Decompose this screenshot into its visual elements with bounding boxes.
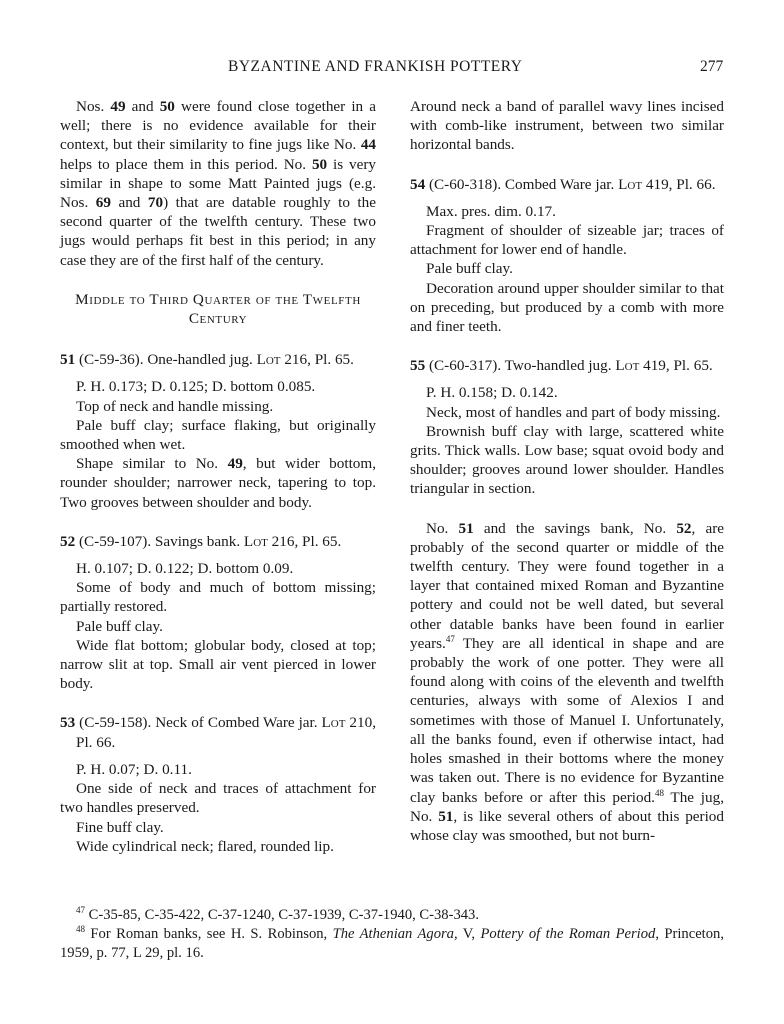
entry-title: 54 (C-60-318). Combed Ware jar. Lot 419, Pl. 66. [410,175,716,193]
catalog-entry-51 [60,350,376,512]
entry-dimensions: H. 0.107; D. 0.122; D. bottom 0.09. [76,560,294,578]
entry-title: 53 (C-59-158). Neck of Combed Ware jar. Lot 210, Pl. 66. [60,714,376,751]
entry-53-continuation: Around neck a band of parallel wavy lines incised with comb-like instrument, between two similar horizontal bands. [410,98,724,154]
entry-clay: Pale buff clay. [426,260,513,278]
entry-condition: Neck, most of handles and part of body missing. [426,403,721,421]
entry-title: 52 (C-59-107). Savings bank. Lot 216, Pl. 65. [60,532,342,550]
entry-condition: Some of body and much of bottom missing; partially restored. [60,579,376,616]
footnote-ref-48[interactable]: 48 [654,787,664,798]
catalog-entry-55 [410,356,724,498]
running-head [0,58,784,80]
entry-clay: Pale buff clay; surface flaking, but originally smoothed when wet. [60,416,376,454]
entry-condition: One side of neck and traces of attachment for two handles preserved. [60,780,376,817]
catalog-entry-52 [60,532,376,694]
entry-clay: Pale buff clay. [76,617,163,635]
entry-title: 51 (C-59-36). One-handled jug. Lot 216, Pl. 65. [60,351,354,369]
entry-condition: Fragment of shoulder of sizeable jar; traces of attachment for lower end of handle. [410,222,724,259]
entry-decoration: Decoration around upper shoulder similar to that on preceding, but produced by a comb with more and finer teeth. [410,279,724,336]
discussion-paragraph: No. 51 and the savings bank, No. 52, are probably of the second quarter or middle of the twelfth century. They were found together in a layer that contained mixed Roman and Byzantine pottery and could not be well dated, but several other datable banks have been found in earlier years.$^{47}$ They are all identical in shape and are probably the work of one potter. They were all found along with coins of the eleventh and twelfth centuries, always with some of Alexios I and sometimes with those of Manuel I. Unfortunately, all the banks found, even if otherwise intact, had holes smashed in their bottoms where the money was taken out. There is no evidence for Byzantine clay banks before or after this period.$^{48}$ The jug, No. 51, is like several others of about this period whose clay was smoothed, but not burn- [410,519,725,844]
footnote-47: $^{47}$ C-35-85, C-35-422, C-37-1240, C-37-1939, C-37-1940, C-38-343. [76,905,480,923]
footnotes [60,906,724,963]
entry-title: 55 (C-60-317). Two-handled jug. Lot 419, Pl. 65. [410,357,713,375]
entry-dimensions: P. H. 0.158; D. 0.142. [426,384,558,402]
catalog-entry-54 [410,175,724,337]
entry-dimensions: P. H. 0.07; D. 0.11. [76,760,192,778]
entry-shape: Wide cylindrical neck; flared, rounded lip. [76,837,334,855]
entry-shape: Wide flat bottom; globular body, closed at top; narrow slit at top. Small air vent pierced in lower body. [60,636,376,693]
entry-clay: Fine buff clay. [76,818,164,836]
entry-shape: Shape similar to No. 49, but wider bottom, rounder shoulder; narrower neck, tapering to top. Two grooves between shoulder and body. [60,455,376,511]
footnote-48: $^{48}$ For Roman banks, see H. S. Robinson, The Athenian Agora, V, Pottery of the Roman Period, Princeton, 1959, p. 77, L 29, pl. 16. [60,924,724,961]
entry-clay: Brownish buff clay with large, scattered white grits. Thick walls. Low base; squat ovoid body and shoulder; grooves around lower shoulder. Handles triangular in section. [410,422,724,498]
page-number: 277 [700,58,724,75]
section-heading: Middle to Third Quarter of the Twelfth Century [75,290,361,328]
entry-dimensions: Max. pres. dim. 0.17. [426,202,556,220]
right-column [410,97,724,845]
entry-condition: Top of neck and handle missing. [76,397,274,415]
intro-paragraph: Nos. 49 and 50 were found close together in a well; there is no evidence available for their context, but their similarity to fine jugs like No. 44 helps to place them in this period. No. 50 is very similar in shape to some Matt Painted jugs (e.g. Nos. 69 and 70) that are datable roughly to the second quarter of the twelfth century. These two jugs would perhaps fit best in this period; in any case they are of the first half of the century. [60,98,376,269]
footnote-ref-47[interactable]: 47 [445,633,455,644]
entry-dimensions: P. H. 0.173; D. 0.125; D. bottom 0.085. [76,378,316,396]
running-title: BYZANTINE AND FRANKISH POTTERY [228,58,523,75]
left-column [60,97,376,856]
catalog-entry-53 [60,713,376,855]
